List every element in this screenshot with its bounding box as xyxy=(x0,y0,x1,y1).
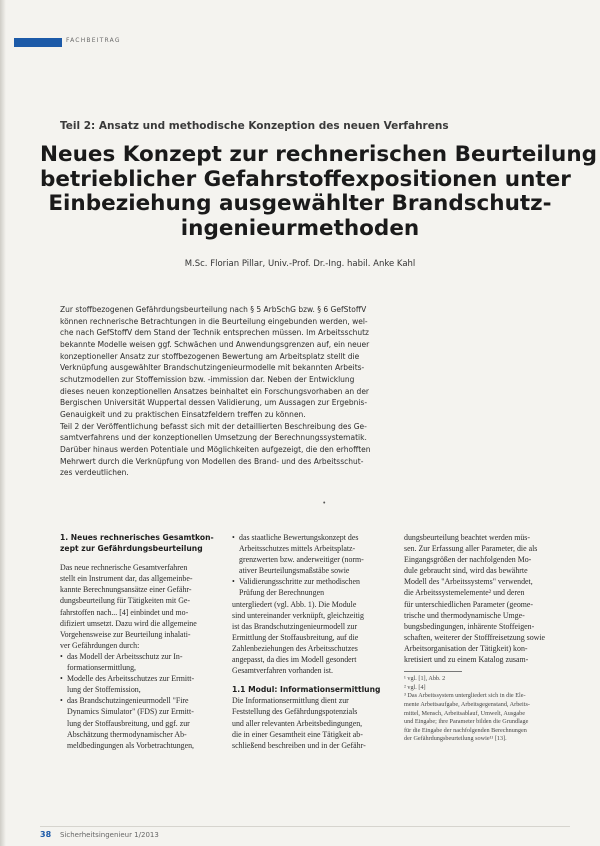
body-text-line: Vorgehensweise zur Beurteilung inhalati- xyxy=(60,629,191,639)
abstract-line: Darüber hinaus werden Potentiale und Möglichkeiten aufgezeigt, die den erhofften xyxy=(60,444,371,454)
separator-bullet: • xyxy=(323,500,326,507)
body-text-line: Modell des "Arbeitssystems" verwendet, xyxy=(404,577,533,587)
paragraph-gap xyxy=(60,554,222,562)
body-text-line: formationsermittlung, xyxy=(67,663,137,673)
footnote: und Eingabe; ihre Parameter bilden die Grundlage xyxy=(404,718,529,726)
page-number: 38 xyxy=(40,830,52,839)
body-text-line: die in einer Gesamtheit eine Tätigkeit ab- xyxy=(232,729,363,739)
abstract-line: Verknüpfung ausgewählter Brandschutzingenieurmodelle mit bekannten Arbeits- xyxy=(60,363,365,373)
body-text-line: ver Gefährdungen durch: xyxy=(60,640,140,650)
body-text-line: sen. Zur Erfassung aller Parameter, die als xyxy=(404,544,538,554)
bullet-item: • Modelle des Arbeitsschutzes zur Ermitt- xyxy=(60,673,222,684)
section-label: FACHBEITRAG xyxy=(66,37,121,44)
abstract-line: Mehrwert durch die Verknüpfung von Modellen des Brand- und des Arbeitsschut- xyxy=(60,456,364,466)
body-text-line: Die Informationsermittlung dient zur xyxy=(232,696,349,706)
paragraph-gap xyxy=(232,676,394,684)
body-text-line: die Arbeitssystemelemente² und deren xyxy=(404,588,525,598)
body-column-3 xyxy=(404,532,562,744)
footnote: für die Eingabe der nachfolgenden Berechnungen xyxy=(404,726,527,734)
body-text-line: lung der Stoffausbreitung, und ggf. zur xyxy=(67,718,190,728)
article-title xyxy=(40,142,598,241)
abstract-line: schutzmodellen zur Stoffemission bzw. -immission dar. Neben der Entwicklung xyxy=(60,374,355,384)
body-text-line: ativer Beurteilungsmaßstäbe sowie xyxy=(239,566,350,576)
authors-line: M.Sc. Florian Pillar, Univ.-Prof. Dr.-Ing. habil. Anke Kahl xyxy=(184,259,416,269)
body-text-line: dule gebraucht sind, wird das bewährte xyxy=(404,566,528,576)
body-text-line: difiziert umsetzt. Dazu wird die allgemeine xyxy=(60,618,197,628)
body-text-line: dungsbeurteilung für Tätigkeiten mit Ge- xyxy=(60,596,191,606)
body-text-line: Gesamtverfahren vorhanden ist. xyxy=(232,666,334,676)
body-text-line: bungsbedingungen, inhärente Stoffeigen- xyxy=(404,621,535,631)
body-text-line: lung der Stoffemission, xyxy=(67,685,141,695)
body-text-line: Arbeitsschutzes mittels Arbeitsplatz- xyxy=(239,544,356,554)
body-text-line: Abschätzung thermodynamischer Ab- xyxy=(67,729,187,739)
body-text-line: fahrstoffen nach... [4] einbindet und mo- xyxy=(60,607,189,617)
body-text-line: Ermittlung der Stoffausbreitung, auf die xyxy=(232,632,359,642)
body-text-line: Dynamics Simulator" (FDS) zur Ermitt- xyxy=(67,707,194,717)
body-text-line: Eingangsgrößen der nachfolgenden Mo- xyxy=(404,555,532,565)
body-text-line: Prüfung der Berechnungen xyxy=(239,588,325,598)
abstract-line: Teil 2 der Veröffentlichung befasst sich mit der detaillierten Beschreibung des Ge- xyxy=(60,421,367,431)
body-text-line: untergliedert (vgl. Abb. 1). Die Module xyxy=(232,599,357,609)
bullet-item: • das Modell der Arbeitsschutz zur In- xyxy=(60,651,222,662)
footnote: ² vgl. [4] xyxy=(404,683,426,691)
abstract-line: konzeptioneller Ansatz zur stoffbezogenen Bewertung am Arbeitsplatz stellt die xyxy=(60,351,360,361)
section-accent-bar xyxy=(14,38,62,47)
abstract-line: können rechnerische Betrachtungen in die Beurteilung eingebunden werden, wel- xyxy=(60,316,368,326)
body-text-line: ist das Brandschutzingenieurmodell zur xyxy=(232,621,358,631)
bullet-item: • das staatliche Bewertungskonzept des xyxy=(232,532,394,543)
body-text-line: angepasst, da dies im Modell gesondert xyxy=(232,655,357,665)
footnote: ³ Das Arbeitssystem untergliedert sich in die Ele- xyxy=(404,692,526,700)
body-column-2 xyxy=(232,532,394,751)
footnote: der Gefährdungsbeurteilung sowie¹¹ [13]. xyxy=(404,735,507,743)
abstract-line: Bergischen Universität Wuppertal dessen Validierung, um Aussagen zur Ergebnis- xyxy=(60,398,368,408)
footnote: mente Arbeitsaufgabe, Arbeitsgegenstand, Arbeits- xyxy=(404,700,530,708)
body-text-line: und aller relevanten Arbeitsbedingungen, xyxy=(232,718,363,728)
page-edge-shadow xyxy=(0,0,6,846)
title-line: Einbeziehung ausgewählter Brandschutz- xyxy=(48,191,552,216)
body-text-line: für unterschiedlichen Parameter (geome- xyxy=(404,599,534,609)
bullet-item: • das Brandschutzingenieurmodell "Fire xyxy=(60,695,222,706)
body-text-line: kretisiert und zu einem Katalog zusam- xyxy=(404,655,529,665)
footer-rule xyxy=(40,826,570,827)
bullet-item: • Validierungsschritte zur methodischen xyxy=(232,576,394,587)
abstract xyxy=(60,304,514,479)
footnote: mittel, Mensch, Arbeitsablauf, Umwelt, Ausgabe xyxy=(404,709,525,717)
abstract-line: dieses neuen konzeptionellen Ansatzes beinhaltet ein Forschungsvorhaben an der xyxy=(60,386,370,396)
body-text-line: kannte Berechnungsansätze einer Gefähr- xyxy=(60,585,192,595)
abstract-line: bekannte Modelle weisen ggf. Schwächen und Anwendungsgrenzen auf, ein neuer xyxy=(60,339,370,349)
title-line: betrieblicher Gefahrstoffexpositionen unter xyxy=(40,166,571,192)
title-line: Neues Konzept zur rechnerischen Beurteilung xyxy=(40,142,598,167)
section-heading: 1. Neues rechnerisches Gesamtkon- xyxy=(60,533,214,542)
series-subtitle: Teil 2: Ansatz und methodische Konzeption des neuen Verfahrens xyxy=(60,120,449,132)
body-column-1 xyxy=(60,532,222,751)
body-text-line: Zahlenbeziehungen des Arbeitsschutzes xyxy=(232,643,358,653)
abstract-line: che nach GefStoffV dem Stand der Technik entsprechen müssen. Im Arbeitsschutz xyxy=(60,328,369,338)
abstract-line: zes verdeutlichen. xyxy=(60,468,129,478)
abstract-line: Genauigkeit und zu praktischen Einsatzfeldern treffen zu können. xyxy=(60,409,306,419)
journal-name: Sicherheitsingenieur 1/2013 xyxy=(60,831,159,839)
body-text-line: schließend beschreiben und in der Gefähr- xyxy=(232,740,366,750)
body-text-line: Feststellung des Gefährdungspotenzials xyxy=(232,707,358,717)
section-heading: 1.1 Modul: Informationsermittlung xyxy=(232,685,381,695)
body-text-line: trische und thermodynamische Umge- xyxy=(404,610,525,620)
body-text-line: stellt ein Instrument dar, das allgemeinbe- xyxy=(60,574,193,584)
body-text-line: Das neue rechnerische Gesamtverfahren xyxy=(60,563,188,573)
title-line: ingenieurmethoden xyxy=(180,215,420,241)
abstract-line: Zur stoffbezogenen Gefährdungsbeurteilung nach § 5 ArbSchG bzw. § 6 GefStoffV xyxy=(60,305,367,314)
section-heading: zept zur Gefährdungsbeurteilung xyxy=(60,544,203,554)
body-text-line: dungsbeurteilung beachtet werden müs- xyxy=(404,533,530,542)
abstract-line: samtverfahrens und der konzeptionellen Umsetzung der Berechnungssystematik. xyxy=(60,433,367,443)
footnote-rule xyxy=(404,671,462,672)
footnote: ¹ vgl. [1], Abb. 2 xyxy=(404,675,446,683)
body-text-line: grenzwerten bzw. anderweitiger (norm- xyxy=(239,555,364,565)
body-text-line: meldbedingungen als Vorbetrachtungen, xyxy=(67,740,195,750)
body-text-line: Arbeitsorganisation der Tätigkeit) kon- xyxy=(404,643,528,653)
body-text-line: schaften, weiterer der Stofffreisetzung sowie xyxy=(404,632,546,642)
body-text-line: sind untereinander verknüpft, gleichzeitig xyxy=(232,610,364,620)
